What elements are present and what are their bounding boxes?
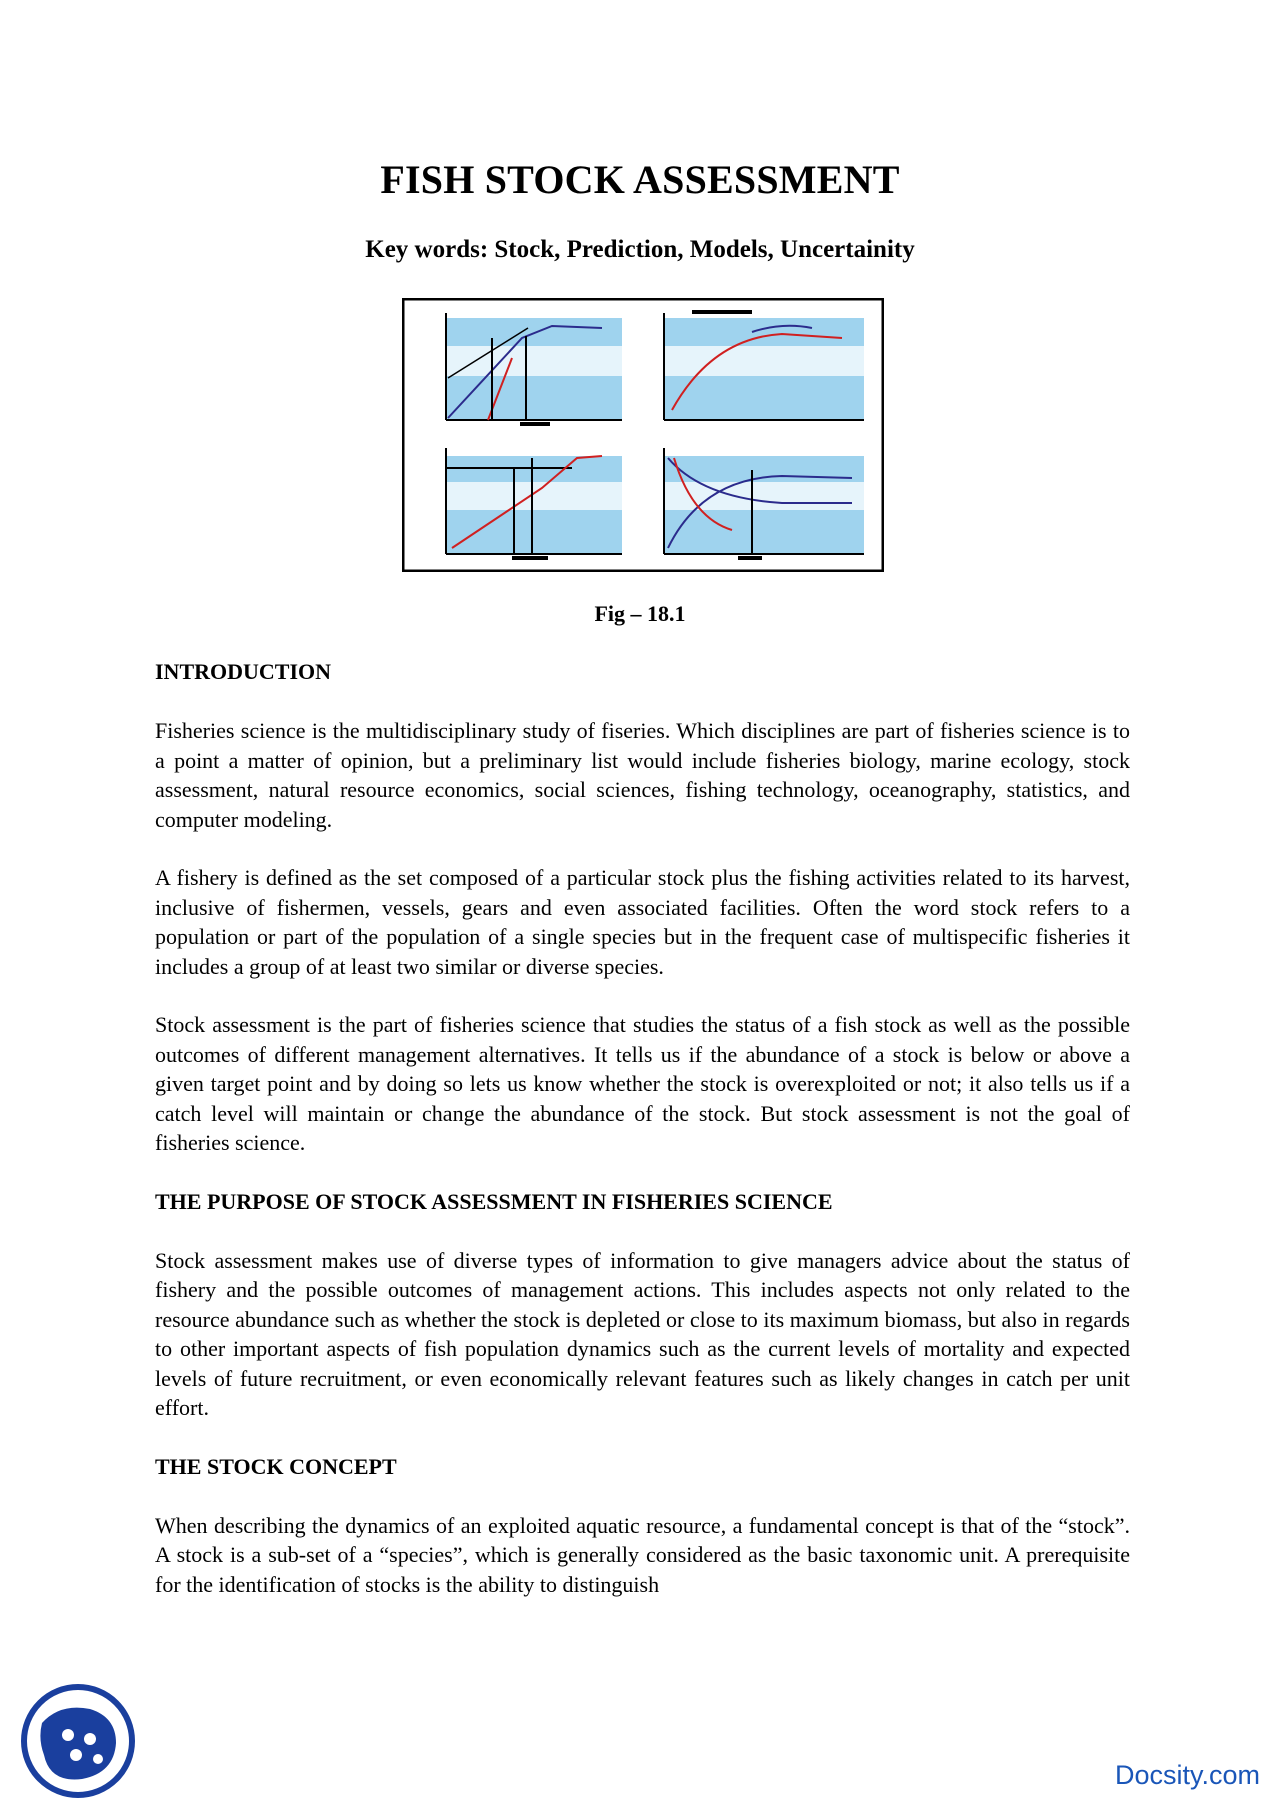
- section-stock-concept: [155, 1452, 1130, 1600]
- section-purpose: [155, 1187, 1130, 1423]
- figure-panel: [664, 310, 864, 420]
- section-heading: THE PURPOSE OF STOCK ASSESSMENT IN FISHERIES SCIENCE: [155, 1188, 833, 1214]
- section-introduction: [155, 657, 1130, 1158]
- figure-panel: [446, 448, 622, 560]
- paragraph: Stock assessment is the part of fisheries science that studies the status of a fish stock as well as the possible outcomes of different management alternatives. It tells us if the abundance of a stock is below or above a given target point and by doing so lets us know whether the stock is overexploited or not; it also tells us if a catch level will maintain or change the abundance of the stock. But stock assessment is not the goal of fisheries science.: [155, 1012, 1130, 1155]
- figure-panel: [446, 313, 622, 426]
- document-body: [155, 657, 1130, 1628]
- section-heading: THE STOCK CONCEPT: [155, 1453, 397, 1479]
- docsity-brand-link[interactable]: Docsity.com: [1114, 1760, 1260, 1790]
- document-title: FISH STOCK ASSESSMENT: [380, 157, 900, 202]
- keywords-line: Key words: Stock, Prediction, Models, Uncertainity: [365, 236, 915, 263]
- figure-panel: [664, 448, 864, 560]
- paragraph: Stock assessment makes use of diverse types of information to give managers advice about the status of fishery and the possible outcomes of management actions. This includes aspects not only related to the resource abundance such as whether the stock is depleted or close to its maximum biomass, but also in regards to other important aspects of fish population dynamics such as the current levels of mortality and expected levels of future recruitment, or even economically relevant features such as likely changes in catch per unit effort.: [155, 1247, 1130, 1420]
- paragraph: When describing the dynamics of an exploited aquatic resource, a fundamental concept is that of the “stock”. A stock is a sub-set of a “species”, which is generally considered as the basic taxonomic unit. A prerequisite for the identification of stocks is the ability to distinguish: [155, 1512, 1130, 1597]
- paragraph: A fishery is defined as the set composed of a particular stock plus the fishing activities related to its harvest, inclusive of fishermen, vessels, gears and even associated facilities. Often the word stock refers to a population or part of the population of a single species but in the frequent case of multispecific fisheries it includes a group of at least two similar or diverse species.: [155, 865, 1130, 979]
- figure-image: [402, 298, 884, 572]
- figure-caption: Fig – 18.1: [594, 601, 686, 626]
- section-heading: INTRODUCTION: [155, 659, 332, 684]
- paragraph: Fisheries science is the multidisciplinary study of fiseries. Which disciplines are part of fisheries science is to a point a matter of opinion, but a preliminary list would include fisheries biology, marine ecology, stock assessment, natural resource economics, social sciences, fishing technology, oceanography, statistics, and computer modeling.: [155, 718, 1130, 832]
- docsity-logo-icon[interactable]: [20, 1683, 136, 1799]
